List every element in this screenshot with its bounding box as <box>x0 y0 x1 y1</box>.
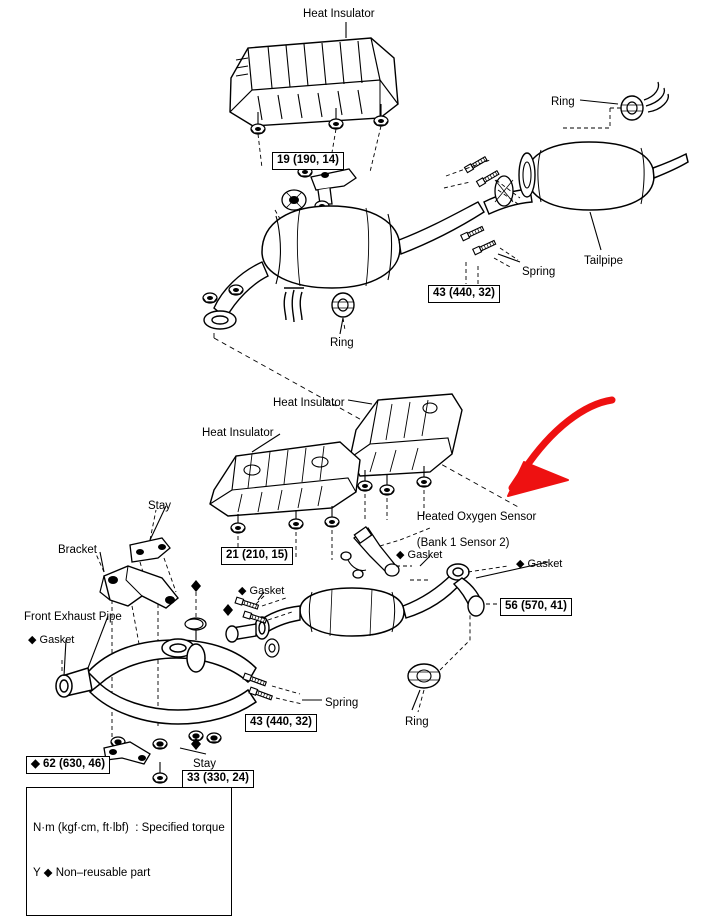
sensor-label-line1: Heated Oxygen Sensor <box>416 511 537 523</box>
torque-box-21: 21 (210, 15) <box>221 547 293 565</box>
sensor-label-line2: (Bank 1 Sensor 2) <box>416 537 510 549</box>
label-heat-insulator-rear: Heat Insulator <box>273 397 345 409</box>
torque-box-43-upper: 43 (440, 32) <box>428 285 500 303</box>
label-stay-upper: Stay <box>148 500 172 512</box>
label-heat-insulator-front: Heat Insulator <box>202 427 274 439</box>
torque-box-62: ◆ 62 (630, 46) <box>26 756 110 774</box>
label-spring-lower: Spring <box>325 697 359 709</box>
label-gasket-mid: ◆ Gasket <box>238 585 285 597</box>
label-tailpipe: Tailpipe <box>584 255 623 267</box>
label-heat-insulator-upper: Heat Insulator <box>303 8 375 20</box>
torque-box-56: 56 (570, 41) <box>500 598 572 616</box>
legend-line-nonreusable: Y ◆ Non–reusable part <box>33 867 151 879</box>
legend-line-torque: N·m (kgf·cm, ft·lbf) : Specified torque <box>33 822 225 834</box>
label-gasket-left: ◆ Gasket <box>28 634 75 646</box>
label-gasket-sensor: ◆ Gasket <box>396 549 443 561</box>
torque-box-33: 33 (330, 24) <box>182 770 254 788</box>
label-bracket: Bracket <box>58 544 97 556</box>
torque-box-43-lower: 43 (440, 32) <box>245 714 317 732</box>
label-stay-lower: Stay <box>193 758 217 770</box>
label-front-exhaust-pipe: Front Exhaust Pipe <box>24 611 122 623</box>
label-spring-upper: Spring <box>522 266 556 278</box>
label-gasket-right: ◆ Gasket <box>516 558 563 570</box>
label-ring-upper-left: Ring <box>330 337 354 349</box>
label-ring-lower: Ring <box>405 716 429 728</box>
red-arrow-path <box>508 400 612 496</box>
label-ring-upper-right: Ring <box>551 96 575 108</box>
torque-box-19: 19 (190, 14) <box>272 152 344 170</box>
legend-box <box>26 787 232 916</box>
